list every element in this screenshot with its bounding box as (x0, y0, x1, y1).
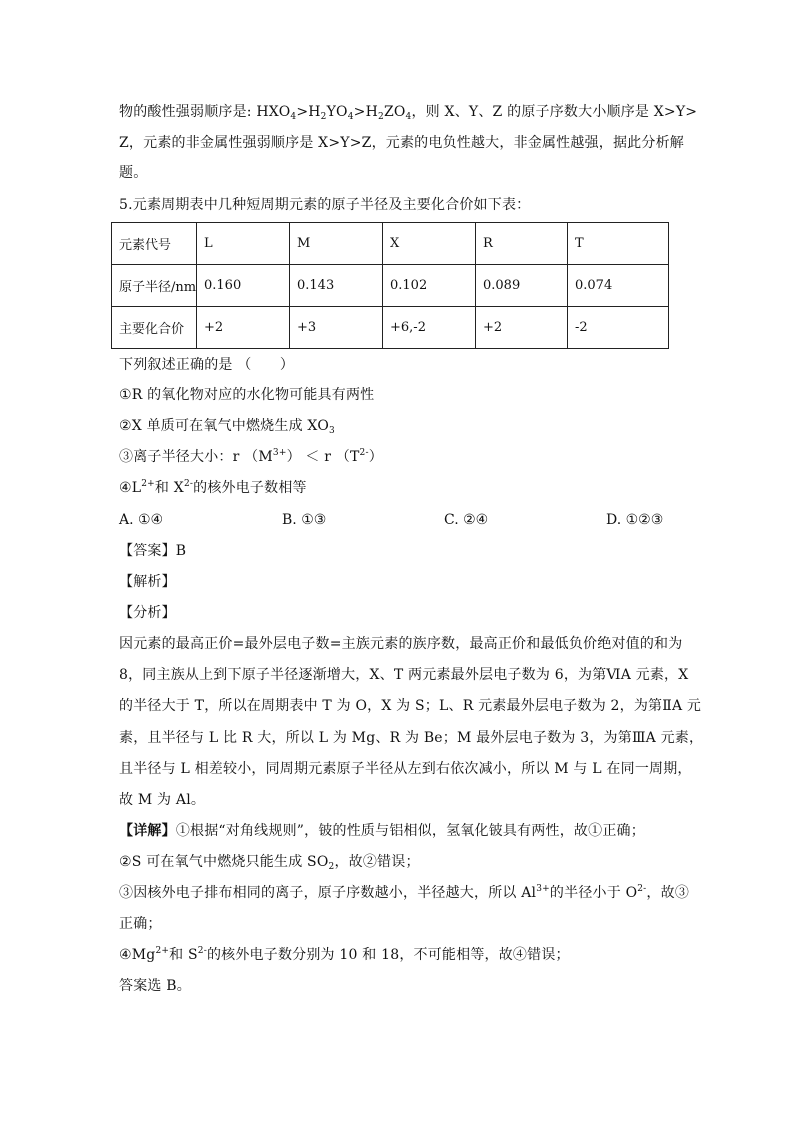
table-header-row (112, 223, 669, 265)
table-cell: +3 (290, 307, 383, 349)
statement-1: ①R 的氧化物对应的水化物可能具有两性 (119, 387, 375, 403)
detail-line-5: $④Mg^{2+}$和 $S^{2-}$的核外电子数分别为 10 和 18，不可能相等，故④错误； (119, 946, 570, 963)
table-cell: 0.143 (290, 265, 383, 307)
intro-line-1: 物的酸性强弱顺序是: $HXO_4>H_2YO_4>H_2ZO_4$，则 X、Y、Z 的原子序数大小顺序是 X>Y> (119, 104, 698, 122)
statement-2: ②X 单质可在氧气中燃烧生成 $XO_3$ (119, 418, 335, 436)
fenxi-line: 8，同主族从上到下原子半径逐渐增大，X、T 两元素最外层电子数为 6，为第ⅥA 元素，X (119, 667, 689, 683)
fenxi-line: 的半径大于 T，所以在周期表中 T 为 O，X 为 S；L、R 元素最外层电子数为 2，为第ⅡA 元 (119, 698, 702, 714)
fenxi-heading: 【分析】 (119, 605, 176, 621)
table-cell: 0.089 (476, 265, 568, 307)
fenxi-line: 且半径与 L 相差较小，同周期元素原子半径从左到右依次减小，所以 M 与 L 在同一周期， (119, 761, 692, 777)
table-cell: 主要化合价 (112, 307, 197, 349)
detail-line-4: 正确； (119, 916, 162, 932)
fenxi-line: 素，且半径与 L 比 R 大，所以 L 为 Mg、R 为 Be；M 最外层电子数为 3，为第ⅢA 元素， (119, 730, 704, 746)
table-cell: 元素代号 (112, 223, 197, 265)
analysis-heading: 【解析】 (119, 574, 176, 590)
answer-line: 【答案】B (119, 543, 187, 559)
table-cell: 0.102 (383, 265, 476, 307)
table-cell: L (197, 223, 290, 265)
table-cell: +6,-2 (383, 307, 476, 349)
statement-4: $④L^{2+}$和 $X^{2-}$的核外电子数相等 (119, 479, 307, 496)
option-a[interactable]: A. ①④ (119, 512, 164, 528)
question-stem: 5.元素周期表中几种短周期元素的原子半径及主要化合价如下表： (119, 197, 531, 213)
table-row (112, 307, 669, 349)
table-cell: 0.160 (197, 265, 290, 307)
intro-line-3: 题。 (119, 165, 148, 181)
table-cell: -2 (568, 307, 669, 349)
answer-options (119, 510, 679, 530)
table-cell: R (476, 223, 568, 265)
table-cell: 原子半径/nm (112, 265, 197, 307)
table-cell: 0.074 (568, 265, 669, 307)
table-cell: +2 (476, 307, 568, 349)
statement-3: ③离子半径大小：r $(M^{3+}) < r$ $(T^{2-})$ (119, 448, 383, 465)
question-prompt: 下列叙述正确的是 （ ） (119, 357, 295, 373)
table-cell: M (290, 223, 383, 265)
detail-line-1: 【详解】①根据“对角线规则”，铍的性质与铝相似，氢氧化铍具有两性，故①正确； (119, 823, 645, 839)
table-cell: X (383, 223, 476, 265)
table-cell: +2 (197, 307, 290, 349)
detail-line-2: ②S 可在氧气中燃烧只能生成 $SO_2$，故②错误； (119, 854, 420, 872)
fenxi-line: 故 M 为 Al。 (119, 792, 206, 808)
conclusion: 答案选 B。 (119, 978, 191, 994)
table-row (112, 265, 669, 307)
option-d[interactable]: D. ①②③ (606, 512, 664, 528)
detail-line-3: ③因核外电子排布相同的离子，原子序数越小，半径越大，所以 $Al^{3+}$的半径小于 $O^{2-}$，故③ (119, 884, 690, 901)
intro-line-2: Z，元素的非金属性强弱顺序是 X>Y>Z，元素的电负性越大，非金属性越强，据此分析解 (119, 135, 684, 151)
option-b[interactable]: B. ①③ (282, 512, 327, 528)
element-table (111, 222, 669, 349)
option-c[interactable]: C. ②④ (444, 512, 489, 528)
fenxi-line: 因元素的最高正价=最外层电子数=主族元素的族序数，最高正价和最低负价绝对值的和为 (119, 636, 683, 652)
table-cell: T (568, 223, 669, 265)
